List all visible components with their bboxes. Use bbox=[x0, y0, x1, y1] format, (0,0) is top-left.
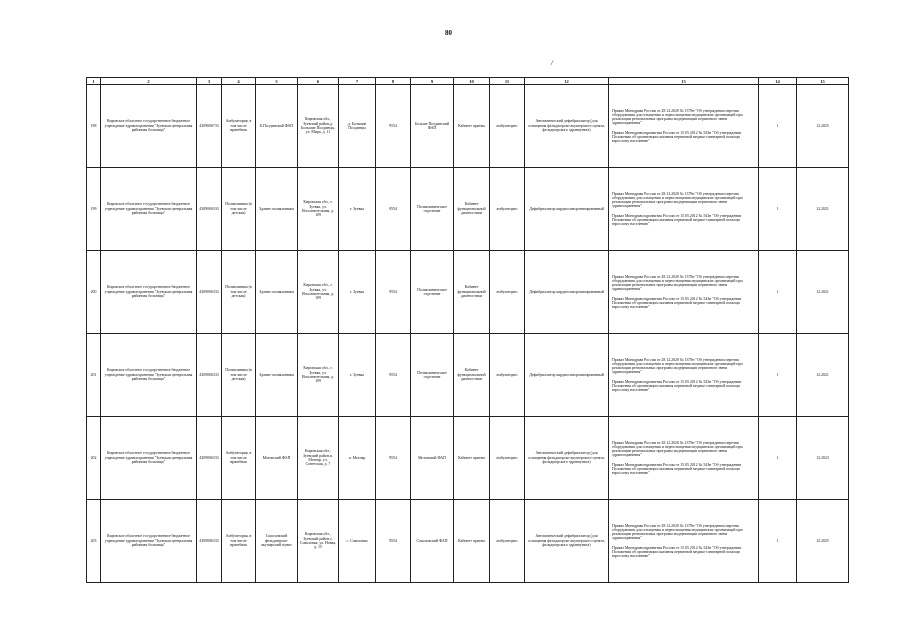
department-cell: Соколовский ФАП bbox=[411, 500, 454, 583]
column-number-cell: 14 bbox=[759, 78, 797, 85]
column-number-cell: 4 bbox=[222, 78, 256, 85]
equipment-cell: Автоматический дефибриллятор (для оснащения фельдшерско-акушерского пункта, фельдшерского здравпункта) bbox=[525, 500, 609, 583]
inn-cell: 4309006333 bbox=[197, 417, 222, 500]
table-row bbox=[87, 500, 849, 583]
quantity-cell: 1 bbox=[759, 85, 797, 168]
care-form-cell: амбулаторно bbox=[490, 500, 525, 583]
cabinet-cell: Кабинет функциональной диагностики bbox=[454, 168, 490, 251]
care-form-cell: амбулаторно bbox=[490, 334, 525, 417]
care-form-cell: амбулаторно bbox=[490, 168, 525, 251]
address-cell: Кировская обл., г. Зуевка, ул. Исполнительная, д. 109 bbox=[298, 334, 339, 417]
settlement-cell: п. Мотовр bbox=[339, 417, 376, 500]
row-number-cell: 198 bbox=[87, 85, 101, 168]
cabinet-cell: Кабинет приема bbox=[454, 85, 490, 168]
code-cell: 9554 bbox=[376, 168, 411, 251]
cabinet-cell: Кабинет функциональной диагностики bbox=[454, 251, 490, 334]
equipment-table bbox=[86, 77, 849, 583]
department-cell: Больше Полдинский ФАП bbox=[411, 85, 454, 168]
deadline-cell: 12.2025 bbox=[797, 500, 849, 583]
table-row bbox=[87, 334, 849, 417]
legal-reference: Приказ Минздравсоцразвития России от 15.05.2012 № 543н "Об утверждении Положения об организации оказания первичной медико-санитарной помощи взрослому населению" bbox=[612, 463, 742, 476]
equipment-cell: Автоматический дефибриллятор (для оснащения фельдшерско-акушерского пункта, фельдшерского здравпункта) bbox=[525, 417, 609, 500]
unit-cell: Соколовский фельдшерско-акушерский пункт bbox=[256, 500, 298, 583]
column-number-cell: 10 bbox=[454, 78, 490, 85]
legal-reference: Приказ Минздравсоцразвития России от 15.05.2012 № 543н "Об утверждении Положения об организации оказания первичной медико-санитарной помощи взрослому населению" bbox=[612, 131, 742, 144]
code-cell: 9554 bbox=[376, 334, 411, 417]
settlement-cell: г. Зуевка bbox=[339, 168, 376, 251]
unit-cell: Здание поликлиники bbox=[256, 168, 298, 251]
column-number-cell: 15 bbox=[797, 78, 849, 85]
deadline-cell: 12.2025 bbox=[797, 85, 849, 168]
unit-cell: Мотовский ФАП bbox=[256, 417, 298, 500]
deadline-cell: 12.2021 bbox=[797, 251, 849, 334]
department-cell: Поликлиническое отделение bbox=[411, 334, 454, 417]
inn-cell: 4309006333 bbox=[197, 251, 222, 334]
row-number-cell: 201 bbox=[87, 334, 101, 417]
organization-cell: Кировское областное государственное бюджетное учреждение здравоохранения "Зуевская центральная районная больница" bbox=[101, 85, 197, 168]
quantity-cell: 1 bbox=[759, 500, 797, 583]
column-number-cell: 11 bbox=[490, 78, 525, 85]
column-number-cell: 3 bbox=[197, 78, 222, 85]
organization-cell: Кировское областное государственное бюджетное учреждение здравоохранения "Зуевская центральная районная больница" bbox=[101, 334, 197, 417]
inn-cell: 4309006333 bbox=[197, 168, 222, 251]
care-form-cell: амбулаторно bbox=[490, 251, 525, 334]
department-cell: Поликлиническое отделение bbox=[411, 251, 454, 334]
column-number-cell: 12 bbox=[525, 78, 609, 85]
settlement-cell: г. Зуевка bbox=[339, 334, 376, 417]
column-number-cell: 8 bbox=[376, 78, 411, 85]
deadline-cell: 12.2023 bbox=[797, 417, 849, 500]
address-cell: Кировская обл., г. Зуевка, ул. Исполнительная, д. 109 bbox=[298, 251, 339, 334]
deadline-cell: 12.2021 bbox=[797, 334, 849, 417]
inn-cell: 4309006333 bbox=[197, 500, 222, 583]
settlement-cell: г. Зуевка bbox=[339, 251, 376, 334]
facility-type-cell: Поликлиника (в том числе детская) bbox=[222, 334, 256, 417]
organization-cell: Кировское областное государственное бюджетное учреждение здравоохранения "Зуевская центральная районная больница" bbox=[101, 417, 197, 500]
care-form-cell: амбулаторно bbox=[490, 417, 525, 500]
equipment-cell: Дефибриллятор кардиосинхронизированный bbox=[525, 334, 609, 417]
page-mark: / bbox=[551, 59, 553, 67]
quantity-cell: 1 bbox=[759, 251, 797, 334]
organization-cell: Кировское областное государственное бюджетное учреждение здравоохранения "Зуевская центральная районная больница" bbox=[101, 168, 197, 251]
column-number-cell: 13 bbox=[609, 78, 759, 85]
column-number-cell: 6 bbox=[298, 78, 339, 85]
legal-reference: Приказ Минздравсоцразвития России от 15.05.2012 № 543н "Об утверждении Положения об организации оказания первичной медико-санитарной помощи взрослому населению" bbox=[612, 546, 742, 559]
row-number-cell: 203 bbox=[87, 500, 101, 583]
table-row bbox=[87, 168, 849, 251]
inn-cell: 4309006333 bbox=[197, 334, 222, 417]
legal-reference: Приказ Минздрава России от 28.12.2020 № 1379н "Об утверждении перечня оборудования для оснащения и переоснащения медицинских организаций при реализации региональных программ модернизации первичного звена здравоохранения" bbox=[612, 357, 743, 374]
settlement-cell: д. Большие Полдинцы bbox=[339, 85, 376, 168]
equipment-cell: Автоматический дефибриллятор (для оснащения фельдшерско-акушерского пункта, фельдшерского здравпункта) bbox=[525, 85, 609, 168]
quantity-cell: 1 bbox=[759, 417, 797, 500]
legal-reference: Приказ Минздравсоцразвития России от 15.05.2012 № 543н "Об утверждении Положения об организации оказания первичной медико-санитарной помощи взрослому населению" bbox=[612, 297, 742, 310]
column-number-cell: 9 bbox=[411, 78, 454, 85]
cabinet-cell: Кабинет функциональной диагностики bbox=[454, 334, 490, 417]
address-cell: Кировская обл., г. Зуевка, ул. Исполнительная, д. 109 bbox=[298, 168, 339, 251]
column-number-cell: 7 bbox=[339, 78, 376, 85]
legal-reference: Приказ Минздравсоцразвития России от 15.05.2012 № 543н "Об утверждении Положения об организации оказания первичной медико-санитарной помощи взрослому населению" bbox=[612, 380, 742, 393]
column-number-cell: 1 bbox=[87, 78, 101, 85]
legal-reference: Приказ Минздравсоцразвития России от 15.05.2012 № 543н "Об утверждении Положения об организации оказания первичной медико-санитарной помощи взрослому населению" bbox=[612, 214, 742, 227]
address-cell: Кировская обл., Зуевский район,п. Мотовр, ул. Советская, д. 7 bbox=[298, 417, 339, 500]
table-row bbox=[87, 417, 849, 500]
unit-cell: Здание поликлиники bbox=[256, 334, 298, 417]
equipment-cell: Дефибриллятор кардиосинхронизированный bbox=[525, 251, 609, 334]
code-cell: 9554 bbox=[376, 417, 411, 500]
care-form-cell: амбулаторно bbox=[490, 85, 525, 168]
row-number-cell: 199 bbox=[87, 168, 101, 251]
organization-cell: Кировское областное государственное бюджетное учреждение здравоохранения "Зуевская центральная районная больница" bbox=[101, 500, 197, 583]
column-number-cell: 2 bbox=[101, 78, 197, 85]
column-numbers-row bbox=[87, 78, 849, 85]
department-cell: Поликлиническое отделение bbox=[411, 168, 454, 251]
legal-basis-cell bbox=[609, 334, 759, 417]
code-cell: 9554 bbox=[376, 251, 411, 334]
row-number-cell: 200 bbox=[87, 251, 101, 334]
facility-type-cell: Поликлиника (в том числе детская) bbox=[222, 168, 256, 251]
legal-reference: Приказ Минздрава России от 28.12.2020 № 1379н "Об утверждении перечня оборудования для оснащения и переоснащения медицинских организаций при реализации региональных программ модернизации первичного звена здравоохранения" bbox=[612, 440, 743, 457]
facility-type-cell: Амбулатория, в том числе врачебная bbox=[222, 85, 256, 168]
legal-reference: Приказ Минздрава России от 28.12.2020 № 1379н "Об утверждении перечня оборудования для оснащения и переоснащения медицинских организаций при реализации региональных программ модернизации первичного звена здравоохранения" bbox=[612, 191, 743, 208]
table-row bbox=[87, 251, 849, 334]
legal-reference: Приказ Минздрава России от 28.12.2020 № 1379н "Об утверждении перечня оборудования для оснащения и переоснащения медицинских организаций при реализации региональных программ модернизации первичного звена здравоохранения" bbox=[612, 108, 743, 125]
quantity-cell: 1 bbox=[759, 334, 797, 417]
facility-type-cell: Амбулатория, в том числе врачебная bbox=[222, 500, 256, 583]
row-number-cell: 202 bbox=[87, 417, 101, 500]
quantity-cell: 1 bbox=[759, 168, 797, 251]
department-cell: Мотовский ФАП bbox=[411, 417, 454, 500]
legal-basis-cell bbox=[609, 417, 759, 500]
code-cell: 9554 bbox=[376, 500, 411, 583]
legal-basis-cell bbox=[609, 251, 759, 334]
legal-basis-cell bbox=[609, 500, 759, 583]
deadline-cell: 12.2021 bbox=[797, 168, 849, 251]
legal-basis-cell bbox=[609, 85, 759, 168]
address-cell: Кировская обл., Зуевский район,с. Соколовка, ул. Новая, д. 15 bbox=[298, 500, 339, 583]
equipment-cell: Дефибриллятор кардиосинхронизированный bbox=[525, 168, 609, 251]
facility-type-cell: Поликлиника (в том числе детская) bbox=[222, 251, 256, 334]
legal-basis-cell bbox=[609, 168, 759, 251]
page-number: 80 bbox=[445, 29, 452, 37]
table-row bbox=[87, 85, 849, 168]
inn-cell: 4309006733 bbox=[197, 85, 222, 168]
organization-cell: Кировское областное государственное бюджетное учреждение здравоохранения "Зуевская центральная районная больница" bbox=[101, 251, 197, 334]
address-cell: Кировская обл., Зуевский район,д. Большие Полдинцы, ул. Мира, д. 11 bbox=[298, 85, 339, 168]
facility-type-cell: Амбулатория, в том числе врачебная bbox=[222, 417, 256, 500]
legal-reference: Приказ Минздрава России от 28.12.2020 № 1379н "Об утверждении перечня оборудования для оснащения и переоснащения медицинских организаций при реализации региональных программ модернизации первичного звена здравоохранения" bbox=[612, 523, 743, 540]
settlement-cell: с. Соколовка bbox=[339, 500, 376, 583]
cabinet-cell: Кабинет приема bbox=[454, 500, 490, 583]
column-number-cell: 5 bbox=[256, 78, 298, 85]
cabinet-cell: Кабинет приема bbox=[454, 417, 490, 500]
unit-cell: Здание поликлиники bbox=[256, 251, 298, 334]
code-cell: 9554 bbox=[376, 85, 411, 168]
legal-reference: Приказ Минздрава России от 28.12.2020 № 1379н "Об утверждении перечня оборудования для оснащения и переоснащения медицинских организаций при реализации региональных программ модернизации первичного звена здравоохранения" bbox=[612, 274, 743, 291]
unit-cell: Б.Полдинский ФАП bbox=[256, 85, 298, 168]
